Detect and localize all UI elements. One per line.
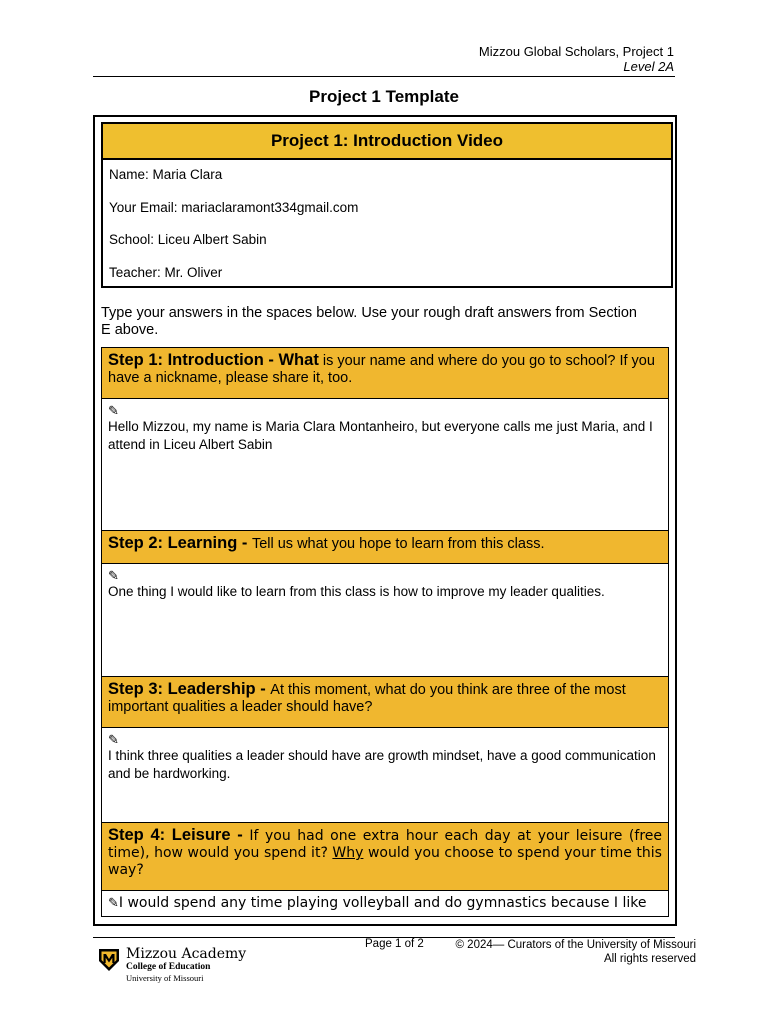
step-3-answer-area[interactable]: [102, 728, 668, 787]
step-4-title: Step 4: Leisure -: [108, 826, 250, 844]
step-4-header: [102, 823, 668, 891]
step-1-prompt: is your name and where do you go to school? If you have a nickname, please share it, too.: [108, 353, 655, 386]
copyright-notice: [456, 938, 696, 966]
pencil-icon: ✎: [108, 568, 119, 583]
step-1-answer[interactable]: Hello Mizzou, my name is Maria Clara Montanheiro, but everyone calls me just Maria, and I attend in Liceu Albert Sabin: [108, 419, 653, 452]
step-3-section: [101, 676, 669, 823]
rights-text: All rights reserved: [603, 953, 696, 965]
step-4-answer[interactable]: I would spend any time playing volleyball and do gymnastics because I like: [118, 895, 647, 911]
step-1-section: [101, 347, 669, 531]
step-4-answer-area[interactable]: [102, 891, 668, 915]
step-3-prompt: At this moment, what do you think are three of the most important qualities a leader should have?: [108, 682, 626, 715]
step-2-header: [102, 531, 668, 564]
step-3-header: [102, 677, 668, 728]
pencil-icon: ✎: [108, 732, 119, 747]
project-info-box: [101, 122, 673, 288]
page-header: [479, 44, 674, 74]
logo-name: Mizzou Academy: [126, 946, 247, 962]
step-4-prompt-why: Why: [332, 845, 364, 861]
pencil-icon: ✎: [108, 403, 119, 418]
teacher-field[interactable]: Teacher: Mr. Oliver: [109, 265, 223, 280]
copyright-text: © 2024— Curators of the University of Missouri: [455, 939, 696, 951]
step-2-section: [101, 530, 669, 677]
logo-text: [126, 946, 246, 983]
program-name: Mizzou Global Scholars, Project 1: [478, 44, 674, 59]
name-field[interactable]: Name: Maria Clara: [109, 167, 223, 182]
step-1-answer-area[interactable]: [102, 399, 668, 458]
step-4-section: [101, 822, 669, 917]
step-2-title: Step 2: Learning -: [108, 534, 252, 552]
step-3-title: Step 3: Leadership -: [108, 680, 271, 698]
step-2-answer[interactable]: One thing I would like to learn from this class is how to improve my leader qualities.: [108, 584, 605, 599]
step-3-answer[interactable]: I think three qualities a leader should have are growth mindset, have a good communication and be hardworking.: [108, 748, 656, 781]
logo-college: College of Education: [126, 962, 211, 972]
mizzou-shield-icon: [98, 948, 120, 972]
step-4-prompt-end: would you choose to spend your time this way?: [108, 845, 662, 878]
instructions-text: Type your answers in the spaces below. Use your rough draft answers from Section E above.: [101, 305, 637, 338]
email-field[interactable]: Your Email: mariaclaramont334gmail.com: [109, 200, 359, 215]
step-1-header: [102, 348, 668, 399]
logo-university: University of Missouri: [126, 973, 204, 983]
school-field[interactable]: School: Liceu Albert Sabin: [109, 232, 267, 247]
page-number: Page 1 of 2: [365, 938, 424, 950]
step-1-title: Step 1: Introduction - What: [108, 351, 319, 369]
step-2-answer-area[interactable]: [102, 564, 668, 605]
project-heading: Project 1: Introduction Video: [103, 124, 671, 160]
header-divider: [93, 76, 675, 77]
step-4-prompt: If you had one extra hour each day at your leisure (free time), how would you spend it?: [108, 828, 662, 861]
step-2-prompt: Tell us what you hope to learn from this class.: [251, 536, 545, 552]
pencil-icon: ✎: [108, 896, 119, 911]
level-label: Level 2A: [623, 59, 674, 74]
document-title: Project 1 Template: [309, 87, 459, 106]
